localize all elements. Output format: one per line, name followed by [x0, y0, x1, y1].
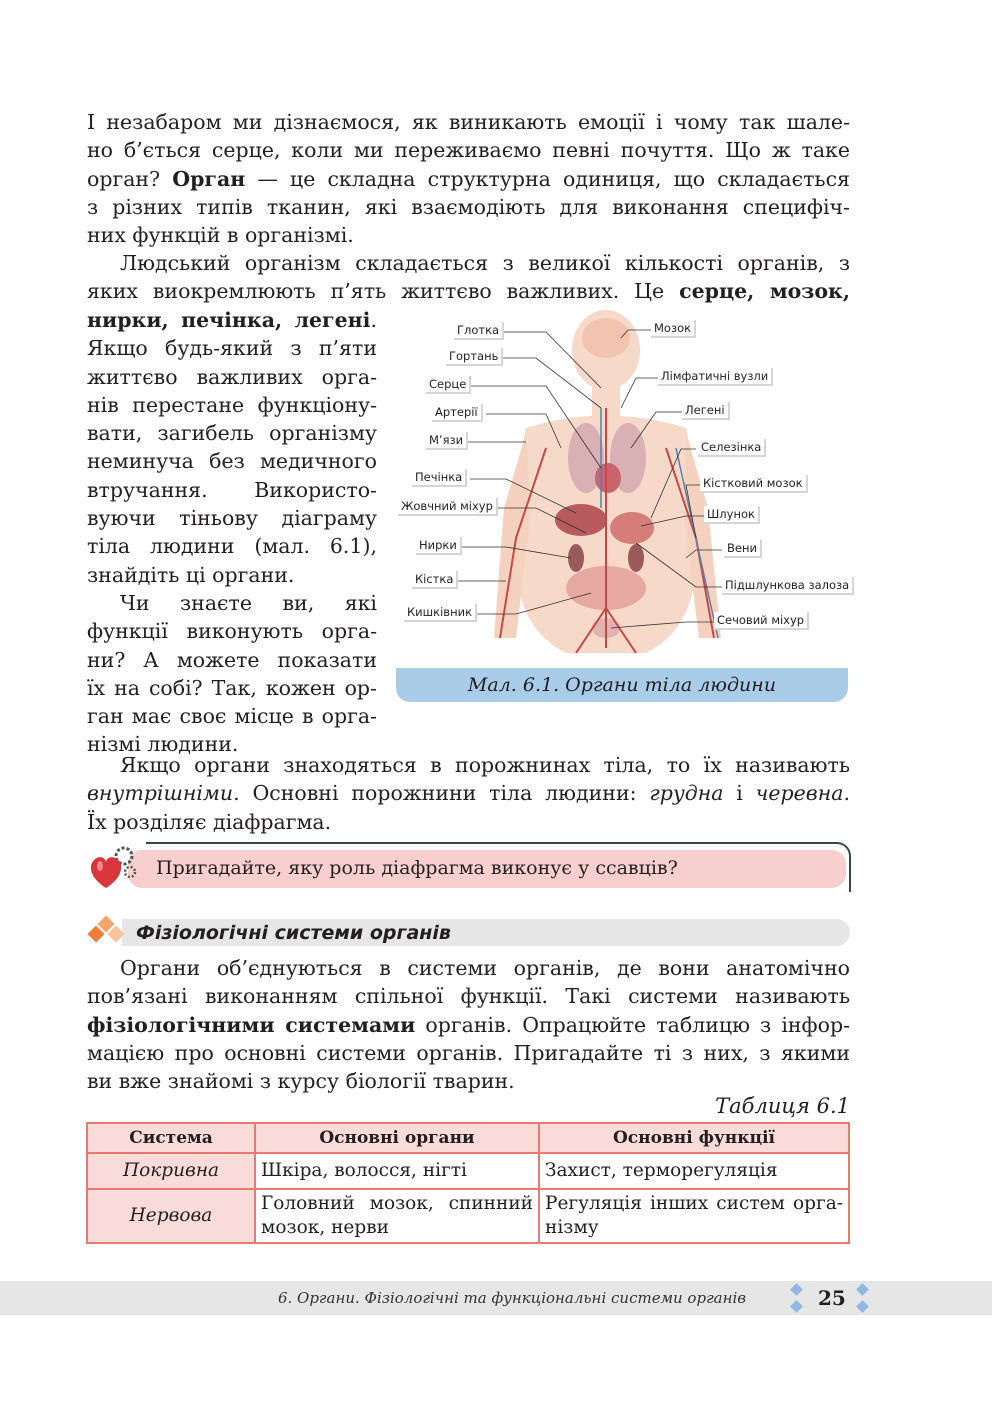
- text-line: Чи знаєте ви, які: [120, 590, 377, 615]
- text-line: яких виокремлюють п’ять життєво важливих. Це серце, мозок,: [87, 279, 851, 304]
- label-muscles: М’язи: [426, 432, 468, 450]
- label-veins: Вени: [724, 540, 762, 558]
- table-caption: Таблиця 6.1: [715, 1094, 850, 1118]
- label-bone-marrow: Кістковий мозок: [700, 475, 808, 493]
- label-lungs: Легені: [682, 402, 730, 420]
- chapter-title: 6. Органи. Фізіологічні та функціональні системи органів: [277, 1289, 746, 1307]
- text-line: ган має своє місце в орга-: [87, 704, 377, 729]
- text-line: вати, загибель організму: [87, 421, 377, 446]
- figure-caption: Мал. 6.1. Органи тіла людини: [396, 668, 848, 702]
- text-line: функції виконують орга-: [87, 619, 377, 644]
- table-header: Система: [87, 1123, 255, 1153]
- systems-paragraph: [87, 954, 850, 1095]
- text-line: їх на собі? Так, кожен ор-: [87, 675, 377, 700]
- text-line: втручання. Використо-: [87, 477, 377, 502]
- intro-paragraph: [87, 108, 850, 249]
- label-heart: Серце: [426, 376, 471, 394]
- body-organs-figure: [396, 308, 852, 703]
- label-brain: Мозок: [651, 320, 696, 338]
- text-line: Їх розділяє діафрагма.: [87, 809, 332, 834]
- organ-systems-table: [86, 1122, 850, 1244]
- diamond-icon: [856, 1300, 869, 1313]
- diamond-icon: [790, 1300, 803, 1313]
- diamonds-icon: [86, 914, 132, 950]
- label-bone: Кістка: [412, 571, 458, 589]
- text-line: життєво важливих орга-: [87, 364, 377, 389]
- label-intestine: Кишківник: [404, 604, 477, 622]
- text-line: мацією про основні системи органів. Пригадайте ті з них, з якими: [87, 1040, 850, 1065]
- table-cell: Головний мозок, спинний мозок, нерви: [255, 1189, 539, 1243]
- cavities-paragraph: [87, 751, 850, 836]
- callout-text: Пригадайте, яку роль діафрагма виконує у ссавців?: [156, 857, 678, 879]
- term-organ: Орган: [172, 166, 246, 191]
- text-line: тіла людини (мал. 6.1),: [87, 534, 377, 559]
- text-line: них функцій в організмі.: [87, 223, 354, 248]
- label-arteries: Артерії: [432, 404, 483, 422]
- text-line: нів перестане функціону-: [87, 392, 377, 417]
- text-line: Органи об’єднуються в системи органів, де вони анатомічно: [120, 956, 850, 980]
- text-line: І незабаром ми дізнаємося, як виникають емоції і чому так шале-: [87, 110, 850, 134]
- label-liver: Печінка: [412, 469, 467, 487]
- page-number: 25: [818, 1286, 846, 1310]
- label-stomach: Шлунок: [704, 506, 760, 524]
- text-line: знайдіть ці органи.: [87, 562, 295, 587]
- text-line: но б’ється серце, коли ми переживаємо певні почуття. Що ж таке: [87, 138, 850, 163]
- diamond-icon: [856, 1283, 869, 1296]
- label-bladder: Сечовий міхур: [714, 612, 809, 630]
- text-line: орган? Орган — це складна структурна одиниця, що складається: [87, 166, 850, 191]
- text-line: внутрішніми. Основні порожнини тіла людини: грудна і черевна.: [87, 781, 850, 806]
- table-row: [87, 1153, 849, 1189]
- table-header: Основні органи: [255, 1123, 539, 1153]
- heart-gears-icon: [86, 844, 144, 892]
- diamond-icon: [790, 1283, 803, 1296]
- table-row: [87, 1189, 849, 1243]
- table-cell: Покривна: [87, 1153, 255, 1189]
- vital-organs-paragraph: [87, 249, 850, 306]
- text-line: ни? А можете показати: [87, 647, 377, 672]
- label-spleen: Селезінка: [698, 439, 766, 457]
- table-cell: Нервова: [87, 1189, 255, 1243]
- text-line: Якщо будь-який з п’яти: [87, 336, 377, 361]
- label-kidneys: Нирки: [416, 537, 462, 555]
- label-pancreas: Підшлункова залоза: [722, 577, 854, 595]
- text-line: Якщо органи знаходяться в порожнинах тіла, то їх називають: [120, 753, 850, 777]
- text-line: вуючи тіньову діаграму: [87, 506, 377, 531]
- section-heading: [86, 914, 852, 950]
- section-title: Фізіологічні системи органів: [136, 922, 451, 944]
- page-footer: [0, 1281, 992, 1315]
- table-cell: Захист, терморегуляція: [539, 1153, 849, 1189]
- remember-callout: [86, 842, 852, 892]
- text-line: фізіологічними системами органів. Опрацюйте таблицю з інфор-: [87, 1012, 850, 1037]
- label-lymph-nodes: Лімфатичні вузли: [658, 368, 773, 386]
- table-cell: Шкіра, волосся, нігті: [255, 1153, 539, 1189]
- text-line: ви вже знайомі з курсу біології тварин.: [87, 1069, 515, 1094]
- text-line: Людський організм складається з великої кількості органів, з: [120, 251, 850, 275]
- text-line: нізмі людини.: [87, 732, 239, 757]
- text-line: пов’язані виконанням спільної функції. Такі системи називають: [87, 984, 850, 1009]
- table-header-row: [87, 1123, 849, 1153]
- text-line: нирки, печінка, легені.: [87, 308, 377, 332]
- table-cell: Регуляція інших систем орга- нізму: [539, 1189, 849, 1243]
- text-line: неминуча без медичного: [87, 449, 377, 474]
- label-pharynx: Глотка: [454, 322, 504, 340]
- label-larynx: Гортань: [446, 348, 503, 366]
- left-column-text: [87, 306, 377, 759]
- label-gallbladder: Жовчний міхур: [398, 498, 498, 516]
- text-line: з різних типів тканин, які взаємодіють для виконання специфіч-: [87, 194, 850, 219]
- table-header: Основні функції: [539, 1123, 849, 1153]
